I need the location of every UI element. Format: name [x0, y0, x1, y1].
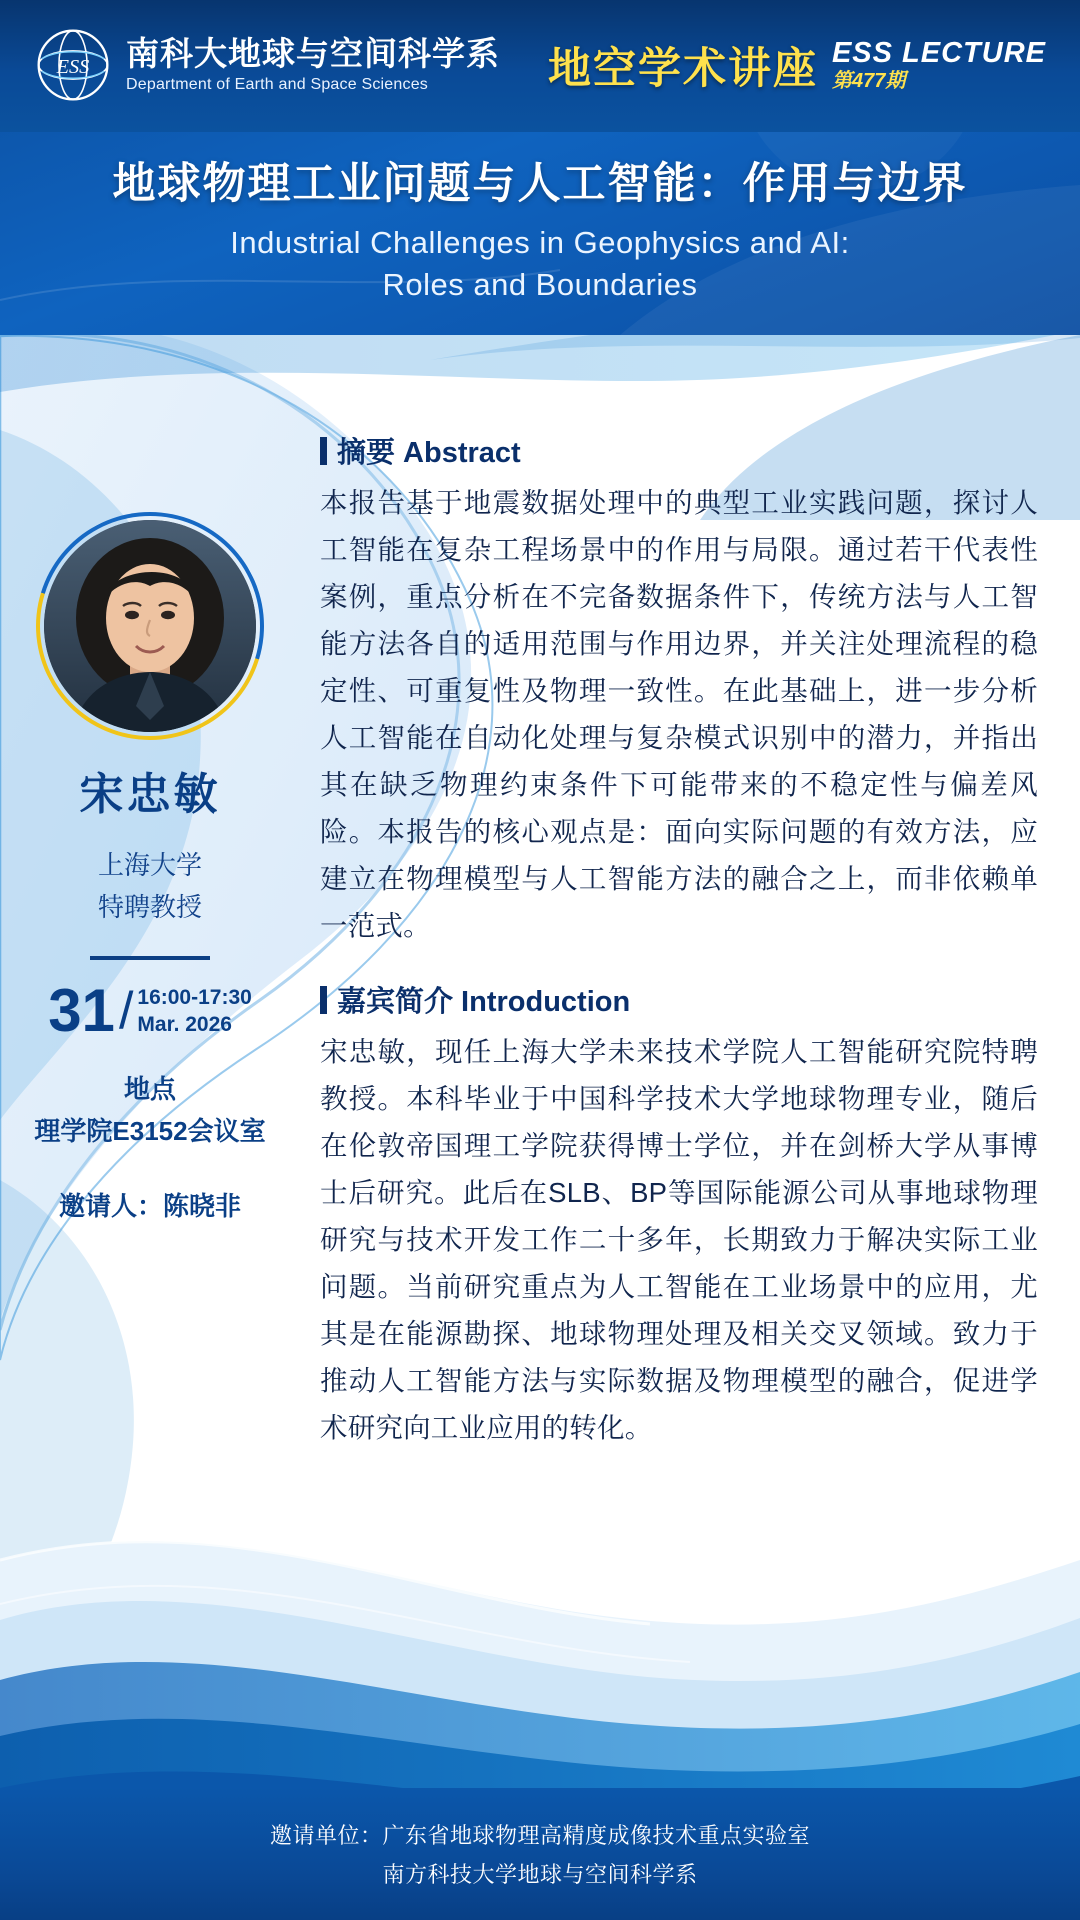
lecture-series-en-wrap — [832, 37, 1046, 93]
avatar — [44, 520, 256, 732]
speaker-panel — [0, 520, 300, 1223]
event-month-year: Mar. 2026 — [137, 1013, 232, 1036]
section-heading-abstract — [320, 430, 1038, 471]
lecture-series-cn: 地空学术讲座 — [547, 45, 818, 93]
lecture-series-badge — [546, 18, 1056, 112]
section-heading-abstract-label: 摘要 Abstract — [337, 437, 521, 469]
poster-header — [0, 0, 1080, 335]
divider — [90, 956, 210, 960]
venue-label: 地点 — [123, 1074, 176, 1104]
section-marker-icon — [320, 986, 327, 1014]
svg-text:ESS: ESS — [56, 55, 90, 78]
event-date — [48, 977, 252, 1044]
venue-value: 理学院E3152会议室 — [34, 1116, 266, 1146]
date-slash-icon: / — [118, 982, 134, 1040]
poster-title-en-line2: Roles and Boundaries — [382, 267, 698, 302]
speaker-photo — [44, 520, 256, 732]
lecture-series-en: ESS LECTURE — [831, 37, 1046, 69]
content-panel — [320, 430, 1038, 1451]
section-gap — [320, 949, 1038, 979]
speaker-affiliation-line2: 特聘教授 — [97, 892, 202, 922]
department-name-cn: 南科大地球与空间科学系 — [126, 35, 500, 72]
section-body-abstract: 本报告基于地震数据处理中的典型工业实践问题，探讨人工智能在复杂工程场景中的作用与局限。通过若干代表性案例，重点分析在不完备数据条件下，传统方法与人工智能方法各自的适用范围与作用边界，并关注处理流程的稳定性、可重复性及物理一致性。在此基础上，进一步分析人工智能在自动化处理与复杂模式识别中的潜力，并指出其在缺乏物理约束条件下可能带来的不稳定性与偏差风险。本报告的核心观点是：面向实际问题的有效方法，应建立在物理模型与人工智能方法的融合之上，而非依赖单一范式。 — [320, 487, 1038, 941]
department-identity — [34, 26, 500, 104]
section-heading-introduction-label: 嘉宾简介 Introduction — [337, 986, 631, 1018]
event-day: 31 — [48, 977, 115, 1044]
poster-footer — [0, 1788, 1080, 1920]
event-time: 16:00-17:30 — [137, 986, 252, 1009]
footer-organizer-line2: 南方科技大学地球与空间科学系 — [382, 1862, 698, 1887]
department-name-en: Department of Earth and Space Sciences — [126, 76, 428, 93]
poster-title-cn: 地球物理工业问题与人工智能：作用与边界 — [112, 160, 968, 208]
footer-organizer-line1: 邀请单位：广东省地球物理高精度成像技术重点实验室 — [269, 1823, 810, 1848]
section-body-introduction: 宋忠敏，现任上海大学未来技术学院人工智能研究院特聘教授。本科毕业于中国科学技术大学地球物理专业，随后在伦敦帝国理工学院获得博士学位，并在剑桥大学从事博士后研究。此后在SLB、BP等国际能源公司从事地球物理研究与技术开发工作二十多年，长期致力于解决实际工业问题。当前研究重点为人工智能在工业场景中的应用，尤其是在能源勘探、地球物理处理及相关交叉领域。致力于推动人工智能方法与实际数据及物理模型的融合，促进学术研究向工业应用的转化。 — [320, 1036, 1038, 1443]
poster-title-en — [0, 222, 1080, 306]
ess-logo-icon — [34, 26, 112, 104]
event-date-sub — [137, 984, 251, 1040]
speaker-affiliation — [98, 844, 202, 928]
section-marker-icon — [320, 437, 327, 465]
section-heading-introduction — [320, 979, 1038, 1020]
speaker-name: 宋忠敏 — [79, 770, 221, 819]
speaker-portrait-wrap — [44, 520, 256, 732]
event-host: 邀请人：陈晓非 — [58, 1191, 241, 1221]
speaker-affiliation-line1: 上海大学 — [97, 850, 202, 880]
lecture-series-number: 第477期 — [831, 70, 906, 92]
poster-title-en-line1: Industrial Challenges in Geophysics and AI: — [230, 225, 850, 260]
